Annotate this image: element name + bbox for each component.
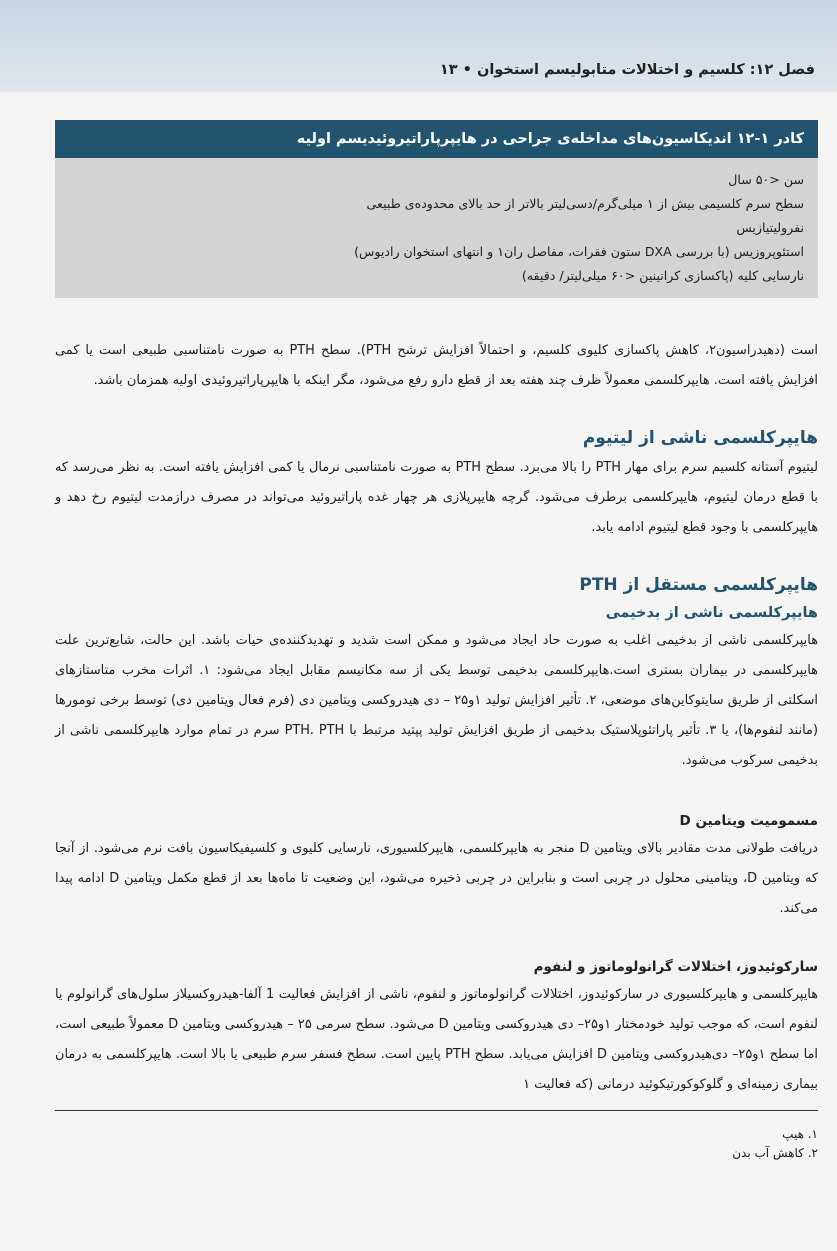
box-title: کادر ۱-۱۲ اندیکاسیون‌های مداخله‌ی جراحی در هایپرپاراتیروئیدیسم اولیه (55, 120, 818, 158)
page-body (55, 120, 818, 1163)
box-item: سطح سرم کلسیمی بیش از ۱ میلی‌گرم/دسی‌لیتر بالاتر از حد بالای محدوده‌ی طبیعی (366, 196, 804, 211)
box-body (55, 158, 818, 298)
sarcoidosis-paragraph: هایپرکلسمی و هایپرکلسیوری در سارکوئیدوز، اختلالات گرانولوماتوز و لنفوم، ناشی از افزایش فعالیت 1 آلفا-هیدروکسیلاز سلول‌های گرانولوم یا لنفوم است، که موجب تولید خودمختار ۱و۲۵– دی هیدروکسی ویتامین D می‌شود. سطح سرمی ۲۵ – هیدروکسی ویتامین D معمولاً طبیعی است، اما سطح ۱و۲۵– دی‌هیدروکسی ویتامین D افزایش می‌یابد. سطح PTH پایین است. سطح فسفر سرم طبیعی یا بالا است. هایپرکلسمی به درمان بیماری زمینه‌ای و گلوکوکورتیکوئید درمانی (که فعالیت ۱ (55, 987, 819, 1092)
heading-pth-independent: هایپرکلسمی مستقل از PTH (579, 575, 818, 595)
subheading-vitamin-d: مسمومیت ویتامین D (679, 813, 818, 829)
header-band (0, 0, 837, 92)
lithium-paragraph: لیتیوم آستانه کلسیم سرم برای مهار PTH را بالا می‌برد. سطح PTH به صورت نامتناسبی نرمال یا کمی افزایش یافته است. به نظر می‌رسد که با قطع درمان لیتیوم، هایپرکلسمی برطرف می‌شود. گرچه هایپرپلازی هر چهار غده پاراتیروئید می‌تواند در مصرف درازمدت لیتیوم رخ دهد و هایپرکلسمی با وجود قطع لیتیوم ادامه یابد. (55, 460, 818, 535)
indication-box (55, 120, 818, 298)
footnote-item: ۱. هیپ (782, 1127, 818, 1141)
heading-lithium: هایپرکلسمی ناشی از لیتیوم (582, 428, 818, 448)
footnote-rule (55, 1110, 818, 1111)
box-item: استئوپروزیس (با بررسی DXA ستون فقرات، مفاصل ران۱ و انتهای استخوان رادیوس) (354, 244, 804, 259)
box-item: نارسایی کلیه (پاکسازی کراتینین <۶۰ میلی‌لیتر/ دقیقه) (521, 268, 804, 283)
malignancy-paragraph: هایپرکلسمی ناشی از بدخیمی اغلب به صورت حاد ایجاد می‌شود و ممکن است شدید و تهدیدکننده‌ی حیات باشد. این حالت، شایع‌ترین علت هایپرکلسمی در بیماران بستری است.هایپرکلسمی بدخیمی توسط یکی از سه مکانیسم مقابل ایجاد می‌شود: ۱. اثرات مخرب متاستازهای اسکلتی از طریق سایتوکاین‌های موضعی، ۲. تأثیر افزایش تولید ۱و۲۵ – دی هیدروکسی ویتامین دی (فرم فعال ویتامین دی) توسط برخی تومورها (مانند لنفوم‌ها)، یا ۳. تأثیر پاراتئوپلاستیک بدخیمی از طریق افزایش تولید پپتید مرتبط با PTH. PTH سرم در تمام موارد هایپرکلسمی ناشی از بدخیمی سرکوب می‌شود. (55, 633, 818, 768)
intro-paragraph: است (دهیدراسیون۲، کاهش پاکسازی کلیوی کلسیم، و احتمالاً افزایش ترشح PTH). سطح PTH به صورت نامتناسبی طبیعی است یا کمی افزایش یافته است. هایپرکلسمی معمولاً ظرف چند هفته بعد از قطع دارو رفع می‌شود، مگر اینکه با هایپرپاراتیروئیدی اولیه همزمان باشد. (55, 343, 818, 388)
box-item: سن <۵۰ سال (728, 172, 804, 187)
footnote-item: ۲. کاهش آب بدن (732, 1146, 818, 1160)
vitamin-d-paragraph: دریافت طولانی مدت مقادیر بالای ویتامین D منجر به هایپرکلسمی، هایپرکلسیوری، نارسایی کلیوی و کلسیفیکاسیون بافت نرم می‌شود. از آنجا که ویتامین D، ویتامینی محلول در چربی است و بنابراین در چربی ذخیره می‌شود، این وضعیت تا ماه‌ها بعد از قطع مکمل ویتامین D ادامه پیدا می‌کند. (55, 841, 818, 916)
subheading-sarcoidosis: سارکوئیدوز، اختلالات گرانولوماتوز و لنفوم (533, 959, 818, 975)
footnotes (55, 1125, 818, 1163)
box-item: نفرولیتیازیس (736, 220, 804, 235)
running-header: فصل ۱۲: کلسیم و اختلالات متابولیسم استخوان • ۱۳ (439, 62, 815, 78)
subheading-malignancy: هایپرکلسمی ناشی از بدخیمی (605, 605, 818, 621)
